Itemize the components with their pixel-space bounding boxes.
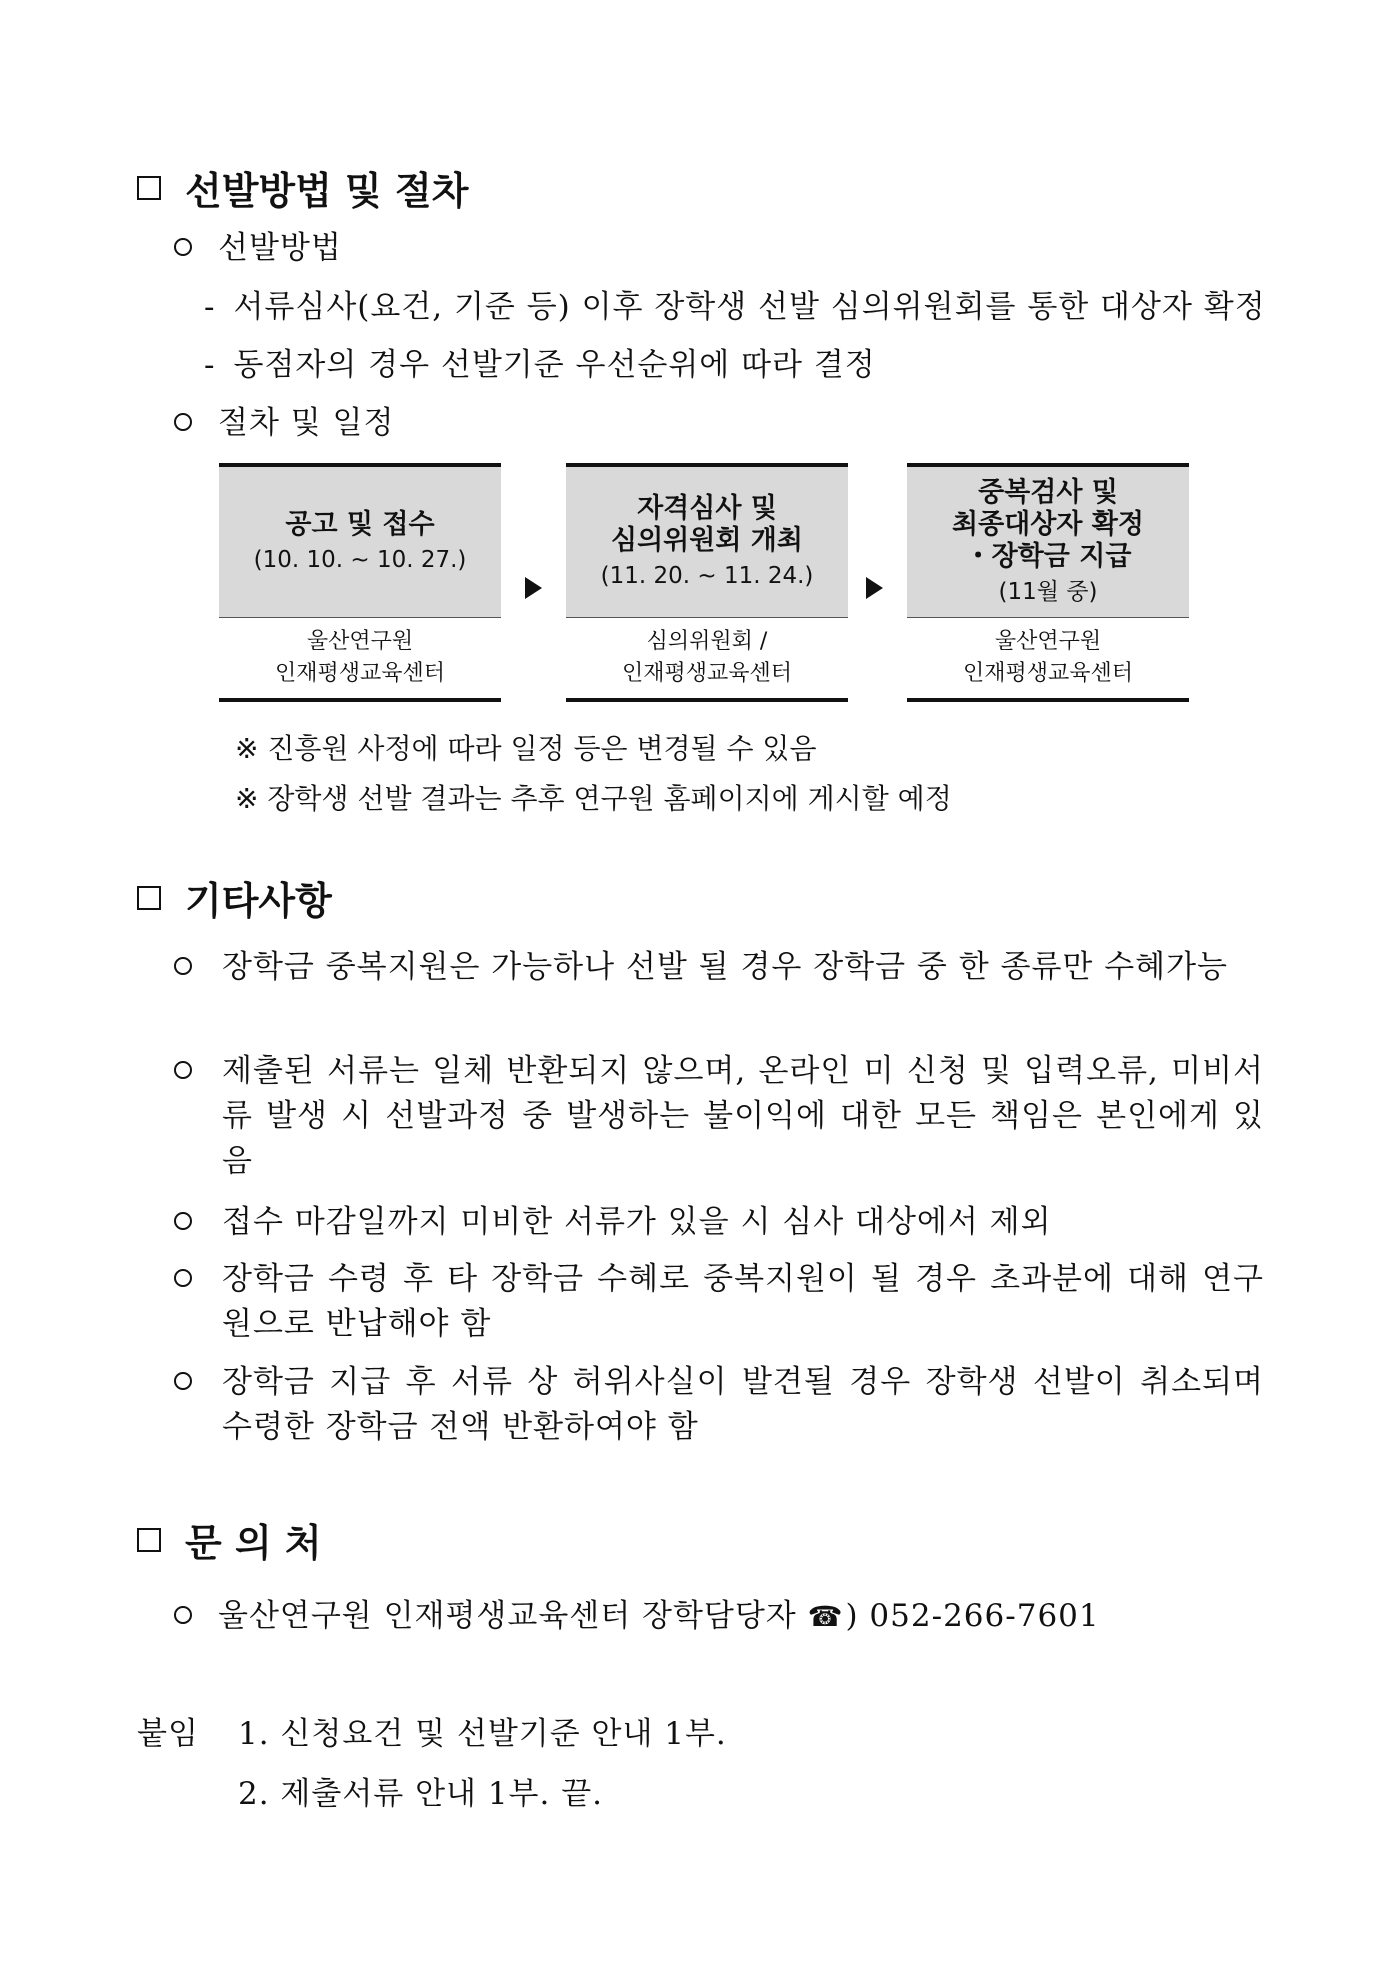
flow-step-3 <box>907 463 1189 702</box>
contact-text: 울산연구원 인재평생교육센터 장학담당자 <box>218 1598 797 1634</box>
method-item <box>204 281 1266 326</box>
other-item <box>174 1200 1264 1245</box>
attachment-label: 붙임 <box>137 1716 199 1752</box>
section-title: 기타사항 <box>185 879 332 923</box>
contact-line <box>174 1590 1100 1635</box>
flow-step-date: (11. 20. ~ 11. 24.) <box>600 563 814 589</box>
flow-step-2 <box>566 463 848 702</box>
flow-step-org <box>219 618 501 702</box>
flow-step-1 <box>219 463 501 702</box>
section-selection-heading <box>137 160 468 215</box>
circle-bullet-icon <box>174 238 192 256</box>
method-item-text: 서류심사(요건, 기준 등) 이후 장학생 선발 심의위원회를 통한 대상자 확정 <box>233 289 1266 325</box>
other-item-text: 장학금 중복지원은 가능하나 선발 될 경우 장학금 중 한 종류만 수혜가능 <box>222 949 1228 985</box>
circle-bullet-icon <box>174 1606 192 1624</box>
flow-org-line: 울산연구원 <box>306 629 414 654</box>
checkbox-square-icon <box>137 176 161 200</box>
flow-arrow-icon <box>866 577 883 599</box>
other-item-text: 장학금 지급 후 서류 상 허위사실이 발견될 경우 장학생 선발이 취소되며 수령한 장학금 전액 반환하여야 함 <box>222 1364 1264 1445</box>
circle-bullet-icon <box>174 1061 192 1079</box>
circle-bullet-icon <box>174 1212 192 1230</box>
flow-step-title: 자격심사 및 <box>637 493 777 524</box>
checkbox-square-icon <box>137 1528 161 1552</box>
other-item <box>174 1257 1264 1347</box>
method-item-text: 동점자의 경우 선발기준 우선순위에 따라 결정 <box>233 347 876 383</box>
other-item <box>174 1360 1264 1450</box>
schedule-note: ※ 진흥원 사정에 따라 일정 등은 변경될 수 있음 <box>235 732 817 765</box>
flow-step-header <box>907 463 1189 618</box>
section-other-heading <box>137 870 332 925</box>
checkbox-square-icon <box>137 886 161 910</box>
other-item-text: 접수 마감일까지 미비한 서류가 있을 시 심사 대상에서 제외 <box>222 1204 1052 1240</box>
circle-bullet-icon <box>174 1269 192 1287</box>
flow-step-title: 최종대상자 확정 <box>952 509 1144 540</box>
flow-arrow-icon <box>525 577 542 599</box>
circle-bullet-icon <box>174 413 192 431</box>
flow-step-date: (10. 10. ~ 10. 27.) <box>253 547 467 573</box>
method-item <box>204 339 876 384</box>
contact-phone: ) 052-266-7601 <box>845 1598 1100 1634</box>
other-item <box>174 945 1264 990</box>
phone-icon: ☎ <box>807 1600 844 1633</box>
dash-bullet: - <box>204 347 216 383</box>
dash-bullet: - <box>204 289 216 325</box>
flow-step-header <box>219 463 501 618</box>
section-contact-heading <box>137 1512 322 1567</box>
flow-step-date: (11월 중) <box>998 579 1098 605</box>
section-title: 문 의 처 <box>185 1521 322 1565</box>
other-item-text: 제출된 서류는 일체 반환되지 않으며, 온라인 미 신청 및 입력오류, 미비서류 발생 시 선발과정 중 발생하는 불이익에 대한 모든 책임은 본인에게 있음 <box>222 1053 1264 1179</box>
section-title: 선발방법 및 절차 <box>185 169 469 213</box>
flow-step-org <box>566 618 848 702</box>
other-item-text: 장학금 수령 후 타 장학금 수혜로 중복지원이 될 경우 초과분에 대해 연구원으로 반납해야 함 <box>222 1261 1264 1342</box>
flow-org-line: 심의위원회 / <box>646 629 768 654</box>
circle-bullet-icon <box>174 957 192 975</box>
flow-step-title: 중복검사 및 <box>978 477 1118 508</box>
flow-step-title: 공고 및 접수 <box>285 509 435 540</box>
flow-org-line: 인재평생교육센터 <box>962 661 1134 686</box>
flow-org-line: 인재평생교육센터 <box>621 661 793 686</box>
circle-bullet-icon <box>174 1372 192 1390</box>
flow-step-title: ・장학금 지급 <box>964 541 1132 572</box>
flow-step-org <box>907 618 1189 702</box>
attachment-item: 2. 제출서류 안내 1부. 끝. <box>238 1776 603 1812</box>
procedure-heading-text: 절차 및 일정 <box>218 405 395 441</box>
flow-org-line: 인재평생교육센터 <box>274 661 446 686</box>
flow-step-title: 심의위원회 개최 <box>611 525 803 556</box>
flow-step-header <box>566 463 848 618</box>
schedule-note: ※ 장학생 선발 결과는 추후 연구원 홈페이지에 게시할 예정 <box>235 782 952 815</box>
method-heading <box>174 222 342 267</box>
method-heading-text: 선발방법 <box>218 230 342 266</box>
attachment-item: 1. 신청요건 및 선발기준 안내 1부. <box>238 1716 727 1752</box>
other-item <box>174 1049 1264 1184</box>
procedure-heading <box>174 397 394 442</box>
flow-org-line: 울산연구원 <box>994 629 1102 654</box>
